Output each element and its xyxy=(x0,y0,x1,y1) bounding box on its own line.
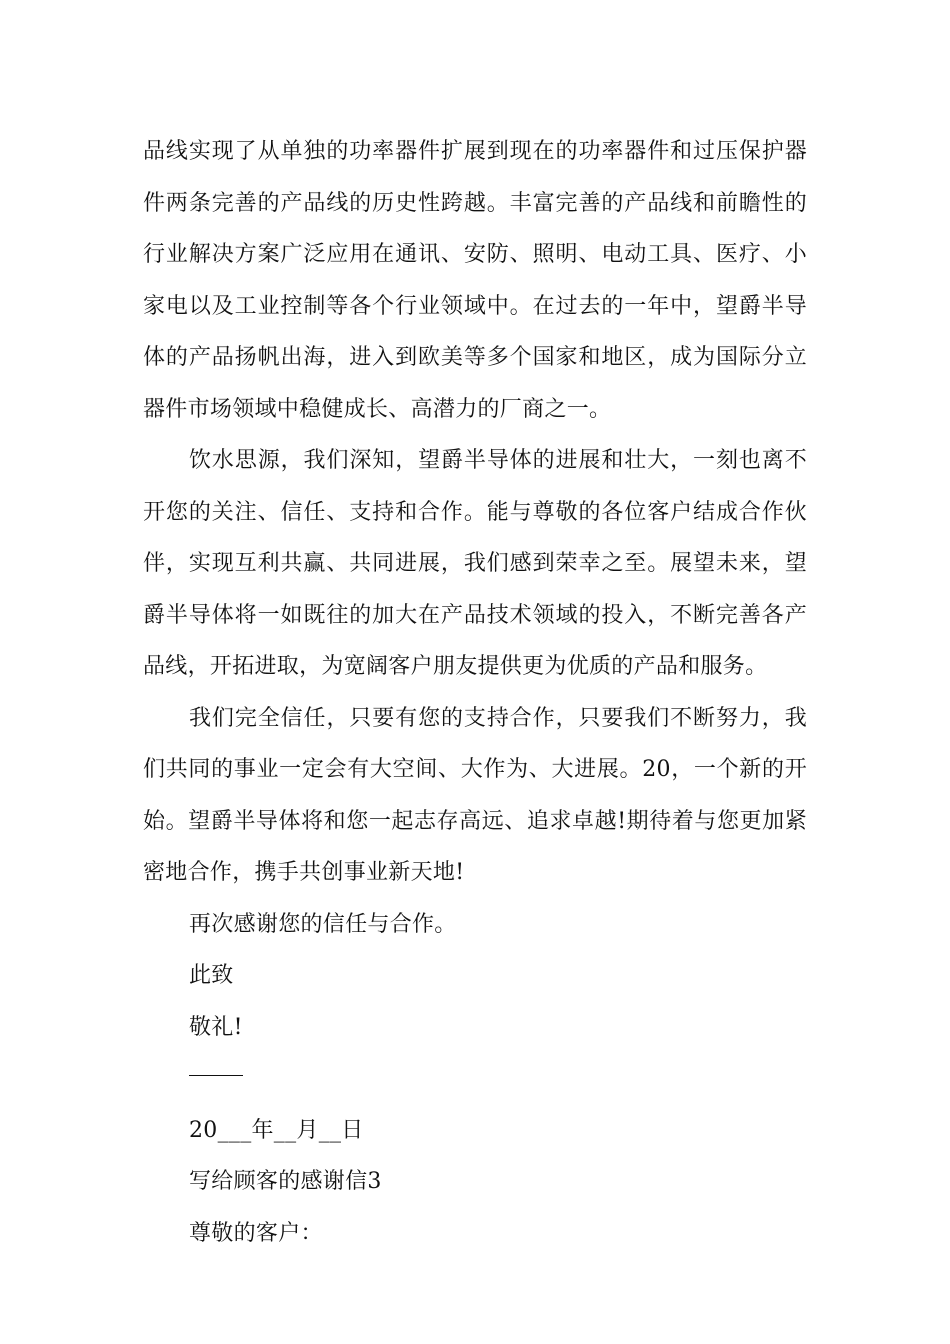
date-line: 20___年__月__日 xyxy=(189,1117,364,1143)
salutation: 尊敬的客户： xyxy=(189,1220,323,1246)
paragraph-outlook: 我们完全信任，只要有您的支持合作，只要我们不断努力，我们共同的事业一定会有大空间、大作为、大进展。20，一个新的开始。望爵半导体将和您一起志存高远、追求卓越!期待着与您更加紧密地合作，携手共创事业新天地! xyxy=(143,705,807,885)
closing-greeting: 此致 xyxy=(189,963,234,988)
closing-salute: 敬礼! xyxy=(189,1014,243,1040)
signature-rule xyxy=(143,1053,807,1105)
thanks-line: 再次感谢您的信任与合作。 xyxy=(189,911,457,937)
letter-body xyxy=(143,126,807,1259)
signature-line xyxy=(189,1075,243,1076)
paragraph-gratitude: 饮水思源，我们深知，望爵半导体的进展和壮大，一刻也离不开您的关注、信任、支持和合作。能与尊敬的各位客户结成合作伙伴，实现互利共赢、共同进展，我们感到荣幸之至。展望未来，望爵半导体将一如既往的加大在产品技术领域的投入，不断完善各产品线，开拓进取，为宽阔客户朋友提供更为优质的产品和服务。 xyxy=(143,448,807,679)
next-letter-title: 写给顾客的感谢信3 xyxy=(189,1169,382,1194)
paragraph-continuation: 品线实现了从单独的功率器件扩展到现在的功率器件和过压保护器件两条完善的产品线的历史性跨越。丰富完善的产品线和前瞻性的行业解决方案广泛应用在通讯、安防、照明、电动工具、医疗、小家电以及工业控制等各个行业领域中。在过去的一年中，望爵半导体的产品扬帆出海，进入到欧美等多个国家和地区，成为国际分立器件市场领域中稳健成长、高潜力的厂商之一。 xyxy=(143,139,807,422)
